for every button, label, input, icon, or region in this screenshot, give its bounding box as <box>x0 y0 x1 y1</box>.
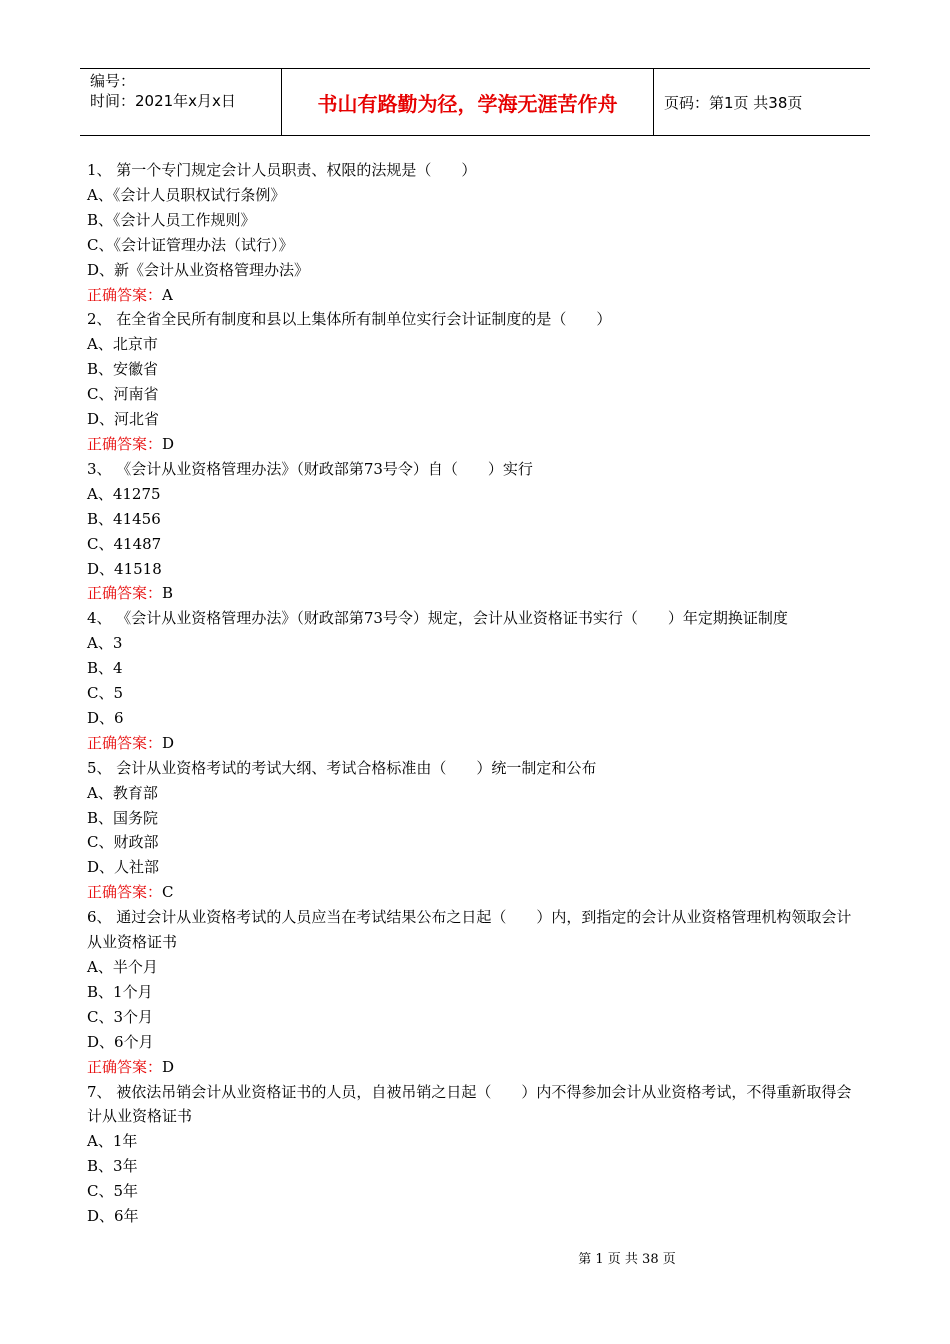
answer-label: 正确答案： <box>87 883 163 902</box>
option-item: C、5年 <box>87 1182 139 1201</box>
serial-label: 编号： <box>90 72 136 90</box>
time-label: 时间：2021年x月x日 <box>90 92 236 110</box>
option-item: A、1年 <box>87 1132 138 1151</box>
option-item: A、半个月 <box>87 958 158 976</box>
option-item: D、人社部 <box>87 858 160 877</box>
answer-value: B <box>162 584 174 603</box>
answer-value: A <box>162 285 173 304</box>
header-table <box>80 68 870 136</box>
option-item: B、《会计人员工作规则》 <box>87 210 256 229</box>
option-item: B、安徽省 <box>87 360 159 379</box>
answer-value: C <box>162 883 174 902</box>
option-item: A、教育部 <box>87 783 158 802</box>
answer-value: D <box>162 434 175 453</box>
option-item: A、《会计人员职权试行条例》 <box>87 185 286 204</box>
option-item: B、3年 <box>87 1157 138 1176</box>
option-item: A、41275 <box>87 484 161 503</box>
option-item: D、6 <box>87 708 124 727</box>
option-item: A、北京市 <box>87 335 158 354</box>
question-list <box>87 158 863 1229</box>
question-text: 6、 通过会计从业资格考试的人员应当在考试结果公布之日起（ ）内，到指定的会计从业资格管理机构领取会计从业资格证书 <box>87 908 852 952</box>
question-text: 7、 被依法吊销会计从业资格证书的人员，自被吊销之日起（ ）内不得参加会计从业资格考试，不得重新取得会计从业资格证书 <box>87 1082 852 1126</box>
answer-value: D <box>162 1057 175 1076</box>
answer-label: 正确答案： <box>87 733 163 752</box>
answer-line <box>87 283 863 308</box>
option-item: D、41518 <box>87 559 162 578</box>
answer-line <box>87 432 863 457</box>
option-item: B、4 <box>87 659 123 678</box>
option-item: D、6个月 <box>87 1032 154 1051</box>
option-item: A、3 <box>87 634 123 653</box>
option-item: C、《会计证管理办法（试行）》 <box>87 235 294 254</box>
question-text: 1、 第一个专门规定会计人员职责、权限的法规是（ ） <box>87 161 477 179</box>
question-text: 3、 《会计从业资格管理办法》（财政部第73号令）自（ ）实行 <box>87 459 533 478</box>
answer-label: 正确答案： <box>87 434 163 453</box>
answer-line <box>87 731 863 756</box>
answer-label: 正确答案： <box>87 584 163 603</box>
option-item: D、新《会计从业资格管理办法》 <box>87 260 310 279</box>
header-meta <box>80 69 281 135</box>
answer-line <box>87 1055 863 1080</box>
question-text: 2、 在全省全民所有制度和县以上集体所有制单位实行会计证制度的是（ ） <box>87 310 612 329</box>
answer-line <box>87 880 863 905</box>
motto: 书山有路勤为径，学海无涯苦作舟 <box>281 69 654 135</box>
option-item: B、41456 <box>87 509 161 528</box>
option-item: C、财政部 <box>87 833 159 852</box>
option-item: C、41487 <box>87 534 162 553</box>
page-footer: 第 1 页 共 38 页 <box>578 1252 676 1267</box>
answer-label: 正确答案： <box>87 1057 163 1076</box>
option-item: C、3个月 <box>87 1007 154 1026</box>
option-item: B、1个月 <box>87 982 153 1001</box>
answer-value: D <box>162 733 175 752</box>
option-item: C、5 <box>87 684 124 703</box>
question-text: 4、 《会计从业资格管理办法》（财政部第73号令）规定，会计从业资格证书实行（ ）年定期换证制度 <box>87 609 788 628</box>
page-info: 页码：第1页 共38页 <box>664 93 803 112</box>
answer-line <box>87 581 863 606</box>
option-item: C、河南省 <box>87 385 159 404</box>
option-item: B、国务院 <box>87 808 159 827</box>
option-item: D、6年 <box>87 1207 139 1226</box>
answer-label: 正确答案： <box>87 285 163 304</box>
question-text: 5、 会计从业资格考试的考试大纲、考试合格标准由（ ）统一制定和公布 <box>87 758 597 777</box>
option-item: D、河北省 <box>87 410 160 429</box>
